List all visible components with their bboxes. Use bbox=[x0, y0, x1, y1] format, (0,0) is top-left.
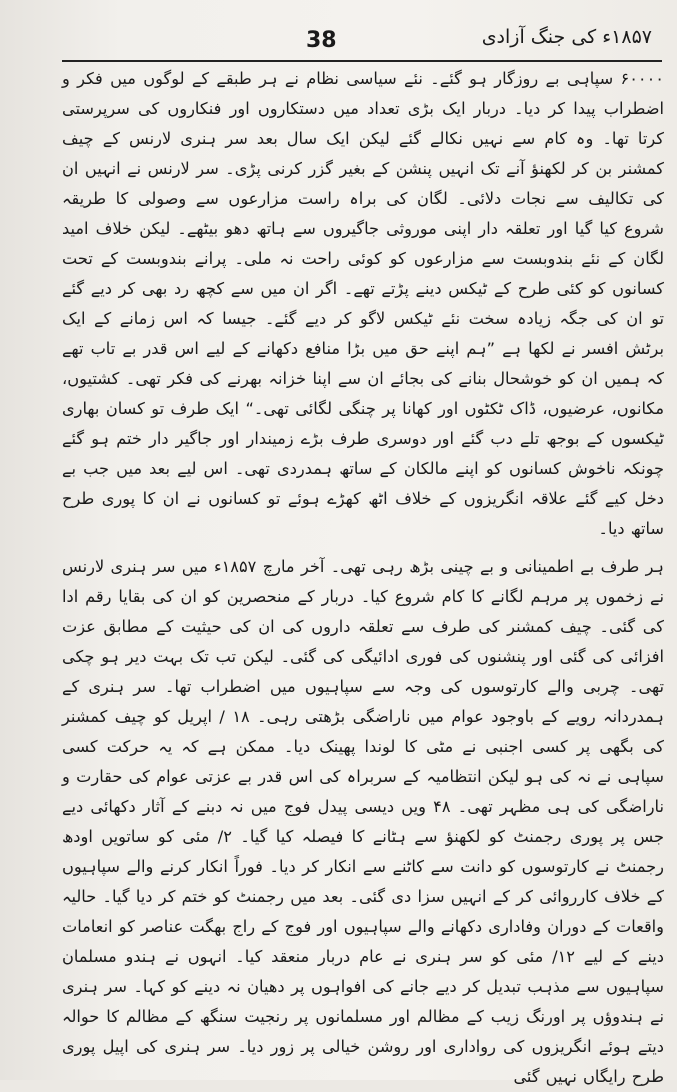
page-header bbox=[0, 22, 677, 56]
paragraph-1: ۶۰۰۰۰ سپاہی بے روزگار ہو گئے۔ نئے سیاسی نظام نے ہر طبقے کے لوگوں میں فکر و اضطراب پیدا کر دیا۔ دربار ایک بڑی تعداد میں دستکاروں اور فنکاروں کی سرپرستی کرتا تھا۔ وہ کام سے نہیں نکالے گئے لیکن ایک سال بعد سر ہنری لارنس کے چیف کمشنر بن کر لکھنؤ آنے تک انہیں پنشن کے بغیر گزر کرنی پڑی۔ سر لارنس نے انہیں ان کی تکالیف سے نجات دلائی۔ لگان کی براہ راست مزارعوں سے وصولی کا طریقہ شروع کیا گیا اور تعلقہ دار اپنی موروثی جاگیروں سے ہاتھ دھو بیٹھے۔ لیکن خلاف امید لگان کے نئے بندوبست سے مزارعوں کو کوئی راحت نہ ملی۔ پرانے بندوبست کے تحت کسانوں کو کئی طرح کے ٹیکس دینے پڑتے تھے۔ اگر ان میں سے کچھ رد بھی کر دیے گئے تو ان کی جگہ زیادہ سخت نئے ٹیکس لاگو کر دیے گئے۔ جیسا کہ اس زمانے کے ایک برٹش افسر نے لکھا ہے ”ہم اپنے حق میں بڑا منافع دکھانے کے لیے اس قدر بے تاب تھے کہ ہمیں ان کو خوشحال بنانے کی بجائے ان سے اپنا خزانہ بھرنے کی فکر تھی۔ کشتیوں، مکانوں، عرضیوں، ڈاک ٹکٹوں اور کھانا پر چنگی لگائی تھی۔“ ایک طرف تو کسان بھاری ٹیکسوں کے بوجھ تلے دب گئے اور دوسری طرف بڑے زمیندار اور جاگیر دار ختم ہو گئے چونکہ ناخوش کسانوں کو اپنے مالکان کے ساتھ ہمدردی تھی۔ اس لیے بعد میں جب بے دخل کیے گئے علاقہ انگریزوں کے خلاف اٹھ کھڑے ہوئے تو کسانوں نے ان کا پوری طرح ساتھ دیا۔ bbox=[62, 69, 664, 538]
header-rule bbox=[62, 60, 662, 62]
body-text bbox=[62, 64, 664, 1092]
paragraph-2: ہر طرف بے اطمینانی و بے چینی بڑھ رہی تھی۔ آخر مارچ ۱۸۵۷ء میں سر ہنری لارنس نے زخموں پر مرہم لگانے کا کام شروع کیا۔ دربار کے منحصرین کو ان کی بقایا رقم ادا کی گئی۔ چیف کمشنر کی طرف سے تعلقہ داروں کی ان کی حیثیت کے مطابق عزت افزائی کی گئی اور پنشنوں کی فوری ادائیگی کی گئی۔ لیکن تب تک بہت دیر ہو چکی تھی۔ چربی والے کارتوسوں کی وجہ سے سپاہیوں میں اضطراب تھا۔ سر ہنری کے ہمدردانہ رویے کے باوجود عوام میں ناراضگی بڑھتی رہی۔ ۱۸ / اپریل کو چیف کمشنر کی بگھی پر کسی اجنبی نے مٹی کا لوندا پھینک دیا۔ ممکن ہے کہ یہ حرکت کسی سپاہی نے نہ کی ہو لیکن انتظامیہ کے سربراہ کی اس قدر بے عزتی عوام کی حقارت و ناراضگی کی ہی مظہر تھی۔ ۴۸ ویں دیسی پیدل فوج میں نہ دبنے کے آثار دکھائی دیے جس پر پوری رجمنٹ کو لکھنؤ سے ہٹانے کا فیصلہ کیا گیا۔ ۲/ مئی کو ساتویں اودھ رجمنٹ نے کارتوسوں کو دانت سے کاٹنے سے انکار کر دیا۔ فوراً انکار کرنے والے سپاہیوں کے خلاف کارروائی کر کے انہیں سزا دی گئی۔ بعد میں رجمنٹ کو ختم کر دیا گیا۔ حالیہ واقعات کے دوران وفاداری دکھانے والے سپاہیوں اور فوج کے راج بھگت عناصر کو انعامات دینے کے لیے ۱۲/ مئی کو سر ہنری نے عام دربار منعقد کیا۔ انہوں نے ہندو مسلمان سپاہیوں سے مذہب تبدیل کر دیے جانے کی افواہوں پر دھیان نہ دینے کو کہا۔ سر ہنری نے ہندوؤں پر اورنگ زیب کے مظالم اور مسلمانوں پر رنجیت سنگھ کے مظالم کا حوالہ دیتے ہوئے انگریزوں کی رواداری اور روشن خیالی پر زور دیا۔ سر ہنری کی اپیل پوری طرح رایگاں نہیں گئی bbox=[62, 557, 664, 1086]
page-number: 38 bbox=[306, 28, 337, 53]
running-title: ۱۸۵۷ء کی جنگ آزادی bbox=[481, 26, 652, 48]
paragraph-gap bbox=[62, 544, 664, 552]
